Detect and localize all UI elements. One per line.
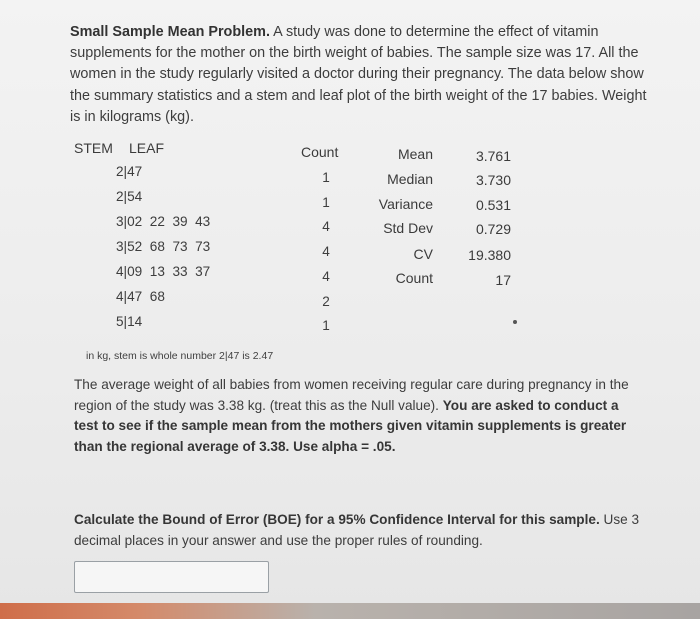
stem-row: 3|02 22 39 43 — [116, 214, 211, 229]
stat-value: 3.761 — [475, 148, 511, 164]
stat-value: 3.730 — [475, 172, 511, 188]
row-count: 1 — [322, 170, 330, 185]
problem-intro — [70, 22, 660, 128]
answer-input[interactable] — [74, 561, 269, 593]
paragraph-text: The average weight of all babies from women receiving regular care during pregnancy in the region of the study was 3.38 kg. (treat this as the Null value). — [74, 377, 629, 413]
stat-label: Count — [395, 270, 433, 286]
stem-row: 5|14 — [116, 314, 143, 329]
stem-row: 4|09 13 33 37 — [116, 264, 211, 279]
stem-row: 2|54 — [116, 189, 143, 204]
row-count: 1 — [322, 195, 330, 210]
leaf-header: LEAF — [129, 140, 165, 156]
stat-label: CV — [413, 246, 433, 262]
stat-label: Std Dev — [383, 220, 433, 236]
stat-label: Mean — [397, 146, 433, 162]
null-hypothesis-paragraph — [74, 375, 639, 457]
stray-mark — [513, 320, 517, 324]
stem-header: STEM — [74, 140, 113, 156]
stat-label: Variance — [378, 196, 433, 212]
question-instruction: Use 3 decimal places in your answer and use the proper rules of rounding. — [74, 512, 640, 548]
stat-value: 0.729 — [475, 221, 511, 237]
problem-title: Small Sample Mean Problem. — [70, 24, 270, 40]
stem-row: 3|52 68 73 73 — [116, 239, 211, 254]
row-count: 2 — [322, 294, 330, 309]
stat-value: 17 — [495, 272, 511, 288]
bottom-edge — [0, 603, 700, 619]
stem-leaf-key: in kg, stem is whole number 2|47 is 2.47 — [86, 350, 274, 362]
paragraph-instruction: You are asked to conduct a test to see if the sample mean from the mothers given vitamin supplements is greater than the regional average of 3.38. Use alpha = .05. — [74, 397, 627, 454]
row-count: 1 — [322, 318, 330, 333]
problem-description: A study was done to determine the effect of vitamin supplements for the mother on the birth weight of babies. The sample size was 17. All the women in the study regularly visited a doctor during their pregnancy. The data below show the summary statistics and a stem and leaf plot of the birth weight of the 17 babies. Weight is in kilograms (kg). — [70, 24, 647, 125]
count-header: Count — [301, 144, 339, 160]
row-count: 4 — [322, 219, 330, 234]
stat-value: 0.531 — [475, 197, 511, 213]
stem-row: 4|47 68 — [116, 289, 165, 304]
row-count: 4 — [322, 269, 330, 284]
stat-label: Median — [387, 171, 433, 187]
stem-row: 2|47 — [116, 164, 143, 179]
question-prompt — [74, 510, 639, 551]
question-text: Calculate the Bound of Error (BOE) for a 95% Confidence Interval for this sample. — [74, 512, 600, 527]
row-count: 4 — [322, 244, 330, 259]
stat-value: 19.380 — [468, 247, 511, 263]
